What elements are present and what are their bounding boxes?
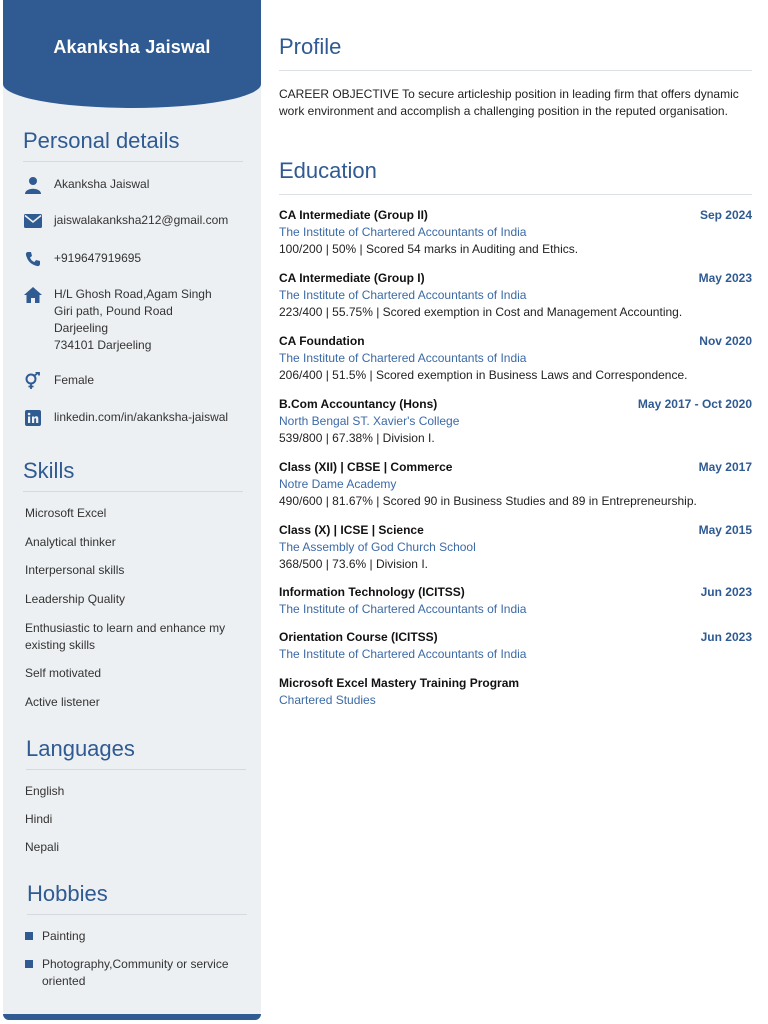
profile-heading: Profile	[279, 34, 752, 71]
education-institution: Chartered Studies	[279, 693, 376, 707]
phone-icon	[23, 250, 43, 268]
education-description: 206/400 | 51.5% | Scored exemption in Business Laws and Correspondence.	[279, 368, 688, 382]
education-entry	[279, 585, 752, 616]
education-title: CA Foundation	[279, 334, 365, 348]
skill-item: Self motivated	[25, 666, 102, 680]
education-title: Information Technology (ICITSS)	[279, 585, 465, 599]
linkedin-icon	[23, 409, 43, 427]
square-bullet-icon	[25, 960, 33, 968]
education-description: 100/200 | 50% | Scored 54 marks in Auditing and Ethics.	[279, 242, 579, 256]
address-line: 734101 Darjeeling	[54, 338, 152, 352]
square-bullet-icon	[25, 932, 33, 940]
education-title: Class (X) | ICSE | Science	[279, 523, 424, 537]
education-title: CA Intermediate (Group I)	[279, 271, 425, 285]
skills-heading: Skills	[23, 458, 243, 492]
education-description: 368/500 | 73.6% | Division I.	[279, 557, 428, 571]
name-banner	[3, 0, 261, 108]
personal-gender: Female	[54, 373, 95, 387]
languages-heading: Languages	[26, 736, 246, 770]
education-description: 539/800 | 67.38% | Division I.	[279, 431, 435, 445]
education-heading: Education	[279, 158, 752, 195]
address-line: H/L Ghosh Road,Agam Singh	[54, 287, 212, 301]
education-entry	[279, 271, 752, 319]
envelope-icon	[23, 212, 43, 230]
home-icon	[23, 286, 43, 304]
education-date: May 2023	[698, 271, 752, 285]
education-date: Nov 2020	[699, 334, 752, 348]
education-date: May 2017	[698, 460, 752, 474]
education-entry	[279, 208, 752, 256]
education-description: 490/600 | 81.67% | Scored 90 in Business Studies and 89 in Entrepreneurship.	[279, 494, 697, 508]
skill-item: Active listener	[25, 695, 100, 709]
person-icon	[23, 176, 43, 194]
personal-address-item	[23, 286, 253, 354]
gender-icon	[23, 372, 43, 390]
personal-phone[interactable]: +919647919695	[54, 251, 142, 265]
education-institution: The Institute of Chartered Accountants of India	[279, 351, 527, 365]
skill-item: Enthusiastic to learn and enhance my existing skills	[25, 621, 226, 652]
education-institution: The Institute of Chartered Accountants of India	[279, 602, 527, 616]
education-date: Jun 2023	[700, 630, 752, 644]
education-title: CA Intermediate (Group II)	[279, 208, 428, 222]
education-date: Jun 2023	[700, 585, 752, 599]
education-entry	[279, 397, 752, 445]
personal-name-item	[23, 176, 253, 194]
skill-item: Leadership Quality	[25, 592, 126, 606]
education-entry	[279, 676, 752, 707]
education-date: Sep 2024	[699, 208, 752, 222]
education-date: May 2015	[698, 523, 752, 537]
sidebar	[3, 0, 261, 1020]
education-entry	[279, 523, 752, 571]
language-item: English	[25, 784, 65, 798]
language-item: Hindi	[25, 812, 53, 826]
education-institution: The Institute of Chartered Accountants of India	[279, 647, 527, 661]
hobby-text: Painting	[42, 929, 86, 943]
hobbies-heading: Hobbies	[27, 881, 247, 915]
education-entry	[279, 334, 752, 382]
education-title: Microsoft Excel Mastery Training Program	[279, 676, 520, 690]
profile-text: CAREER OBJECTIVE To secure articleship position in leading firm that offers dynamic work environment and accomplish a challenging position in the reputed organisation.	[279, 87, 739, 118]
skill-item: Interpersonal skills	[25, 563, 125, 577]
main-content	[279, 0, 752, 1024]
personal-gender-item	[23, 372, 253, 390]
resume-name: Akanksha Jaiswal	[53, 37, 211, 57]
education-description: 223/400 | 55.75% | Scored exemption in Cost and Management Accounting.	[279, 305, 683, 319]
education-institution: Notre Dame Academy	[279, 477, 397, 491]
education-title: B.Com Accountancy (Hons)	[279, 397, 438, 411]
education-title: Class (XII) | CBSE | Commerce	[279, 460, 453, 474]
address-line: Darjeeling	[54, 321, 109, 335]
hobby-text: Photography,Community or service oriented	[42, 957, 229, 988]
address-line: Giri path, Pound Road	[54, 304, 173, 318]
hobby-item	[25, 928, 247, 945]
personal-linkedin[interactable]: linkedin.com/in/akanksha-jaiswal	[54, 410, 229, 424]
language-item: Nepali	[25, 840, 60, 854]
personal-email[interactable]: jaiswalakanksha212@gmail.com	[54, 213, 229, 227]
personal-linkedin-item	[23, 409, 253, 427]
personal-phone-item	[23, 250, 253, 268]
personal-name: Akanksha Jaiswal	[54, 177, 150, 191]
personal-address	[54, 286, 212, 354]
education-institution: The Assembly of God Church School	[279, 540, 476, 554]
education-date: May 2017 - Oct 2020	[637, 397, 752, 411]
education-institution: The Institute of Chartered Accountants of India	[279, 225, 527, 239]
sidebar-bottom-accent	[3, 1014, 261, 1020]
education-title: Orientation Course (ICITSS)	[279, 630, 438, 644]
personal-details-heading: Personal details	[23, 128, 243, 162]
skill-item: Microsoft Excel	[25, 506, 107, 520]
education-entry	[279, 460, 752, 508]
hobby-item	[25, 956, 247, 990]
education-entry	[279, 630, 752, 661]
personal-email-item	[23, 212, 253, 230]
skill-item: Analytical thinker	[25, 535, 116, 549]
education-institution: North Bengal ST. Xavier's College	[279, 414, 460, 428]
education-institution: The Institute of Chartered Accountants of India	[279, 288, 527, 302]
